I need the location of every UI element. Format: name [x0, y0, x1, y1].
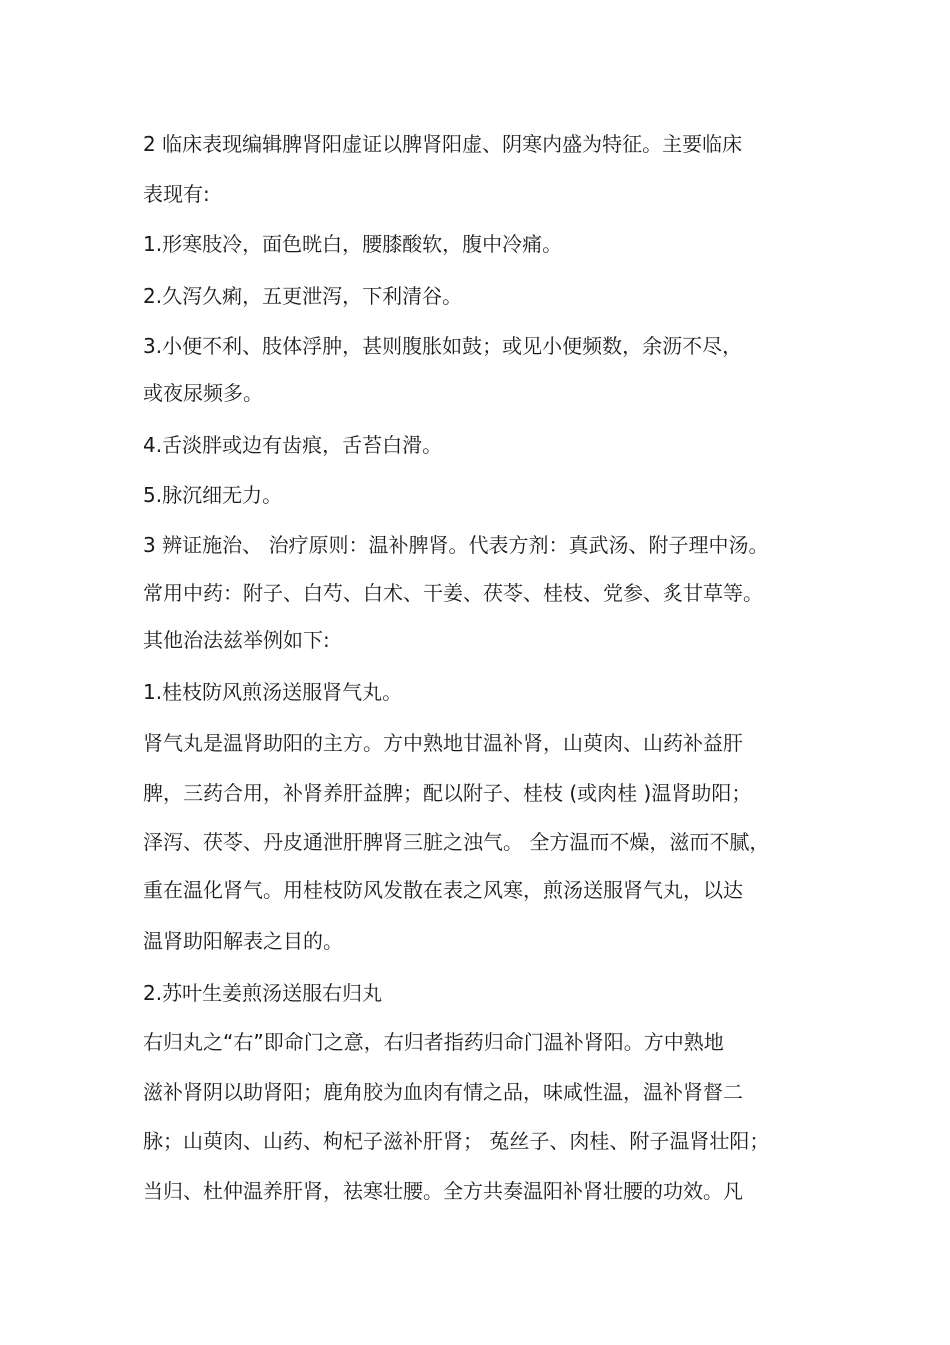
text-line: 表现有:: [143, 182, 210, 206]
text-line: 脉；山萸肉、山药、枸杞子滋补肝肾； 菟丝子、肉桂、附子温肾壮阳；: [143, 1129, 770, 1153]
text-line: 其他治法兹举例如下:: [143, 628, 330, 652]
text-line: 1.桂枝防风煎汤送服肾气丸。: [143, 680, 403, 704]
text-line: 肾气丸是温肾助阳的主方。方中熟地甘温补肾，山萸肉、山药补益肝: [143, 731, 743, 755]
text-line: 4.舌淡胖或边有齿痕，舌苔白滑。: [143, 433, 443, 457]
text-line: 重在温化肾气。用桂枝防风发散在表之风寒，煎汤送服肾气丸，以达: [143, 878, 743, 902]
text-line: 或夜尿频多。: [143, 381, 263, 405]
text-line: 当归、杜仲温养肝肾，祛寒壮腰。全方共奏温阳补肾壮腰的功效。凡: [143, 1179, 743, 1203]
text-line: 常用中药：附子、白芍、白术、干姜、茯苓、桂枝、党参、炙甘草等。: [143, 581, 763, 605]
text-line: 2.苏叶生姜煎汤送服右归丸: [143, 981, 383, 1005]
text-line: 脾，三药合用，补肾养肝益脾；配以附子、桂枝 (或肉桂 )温肾助阳；: [143, 781, 752, 805]
text-line: 3.小便不利、肢体浮肿，甚则腹胀如鼓；或见小便频数，余沥不尽，: [143, 334, 743, 358]
text-line: 滋补肾阴以助肾阳；鹿角胶为血肉有情之品，味咸性温，温补肾督二: [143, 1080, 743, 1104]
text-line: 2.久泻久痢，五更泄泻，下利清谷。: [143, 284, 463, 308]
text-line: 温肾助阳解表之目的。: [143, 929, 343, 953]
text-line: 5.脉沉细无力。: [143, 483, 283, 507]
text-line: 2 临床表现编辑脾肾阳虚证以脾肾阳虚、阴寒内盛为特征。主要临床: [143, 132, 743, 156]
text-line: 右归丸之“右”即命门之意，右归者指药归命门温补肾阳。方中熟地: [143, 1030, 724, 1054]
text-line: 3 辨证施治、 治疗原则：温补脾肾。代表方剂：真武汤、附子理中汤。: [143, 533, 769, 557]
text-line: 1.形寒肢冷，面色晄白，腰膝酸软，腹中冷痛。: [143, 232, 563, 256]
text-line: 泽泻、茯苓、丹皮通泄肝脾肾三脏之浊气。 全方温而不燥，滋而不腻，: [143, 830, 770, 854]
